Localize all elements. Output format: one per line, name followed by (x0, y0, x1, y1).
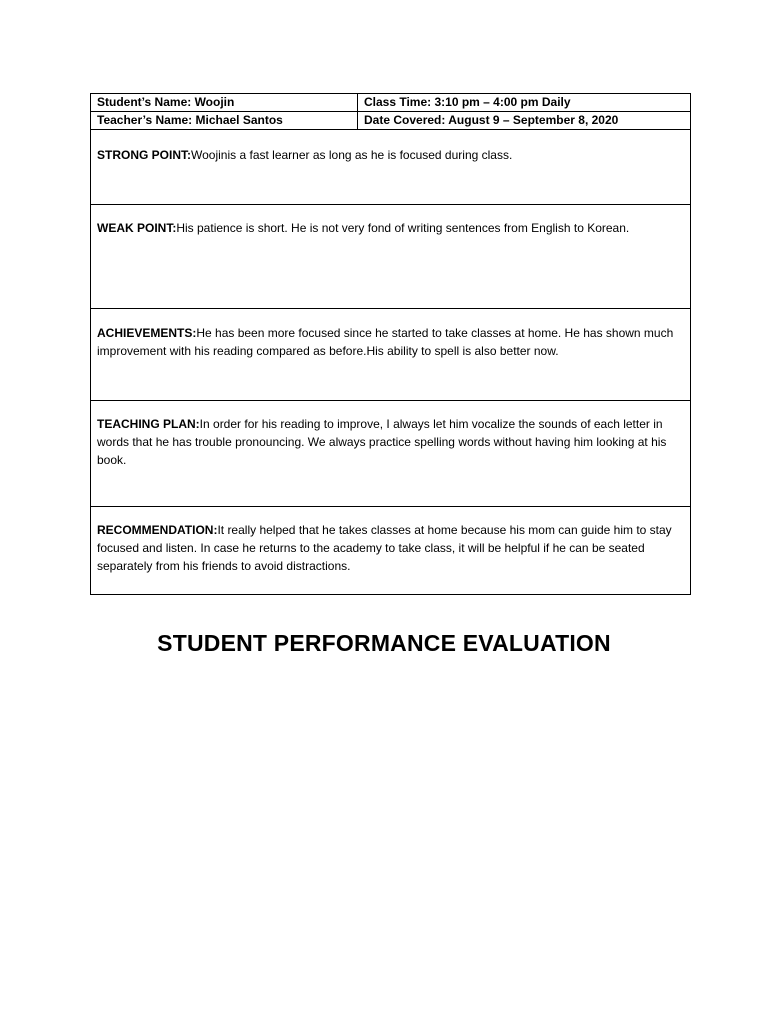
strong-point-section (91, 130, 690, 205)
header-row-1 (91, 94, 690, 112)
weak-point-label: WEAK POINT: (97, 221, 177, 235)
achievements-text: He has been more focused since he started to take classes at home. He has shown much improvement with his reading compared as before.His ability to spell is also better now. (97, 326, 674, 358)
recommendation-label: RECOMMENDATION: (97, 523, 218, 537)
student-name-cell: Student’s Name: Woojin (91, 94, 358, 111)
document-title: STUDENT PERFORMANCE EVALUATION (157, 630, 611, 656)
recommendation-text: It really helped that he takes classes at home because his mom can guide him to stay focused and listen. In case he returns to the academy to take class, it will be helpful if he can be seated separately from his friends to avoid distractions. (97, 523, 672, 573)
weak-point-section (91, 205, 690, 309)
recommendation-section (91, 507, 690, 594)
strong-point-label: STRONG POINT: (97, 148, 192, 162)
teaching-plan-label: TEACHING PLAN: (97, 417, 200, 431)
achievements-section (91, 309, 690, 401)
evaluation-form-table (90, 93, 691, 595)
teacher-name-cell: Teacher’s Name: Michael Santos (91, 112, 358, 129)
class-time-cell: Class Time: 3:10 pm – 4:00 pm Daily (364, 95, 571, 109)
date-covered-cell: Date Covered: August 9 – September 8, 2020 (364, 113, 619, 127)
teaching-plan-section (91, 401, 690, 507)
weak-point-text: His patience is short. He is not very fond of writing sentences from English to Korean. (176, 221, 630, 235)
achievements-label: ACHIEVEMENTS: (97, 326, 197, 340)
teaching-plan-text: In order for his reading to improve, I always let him vocalize the sounds of each letter in words that he has trouble pronouncing. We always practice spelling words without having him looking at his book. (97, 417, 667, 467)
header-row-2 (91, 112, 690, 130)
strong-point-text: Woojinis a fast learner as long as he is focused during class. (191, 148, 513, 162)
